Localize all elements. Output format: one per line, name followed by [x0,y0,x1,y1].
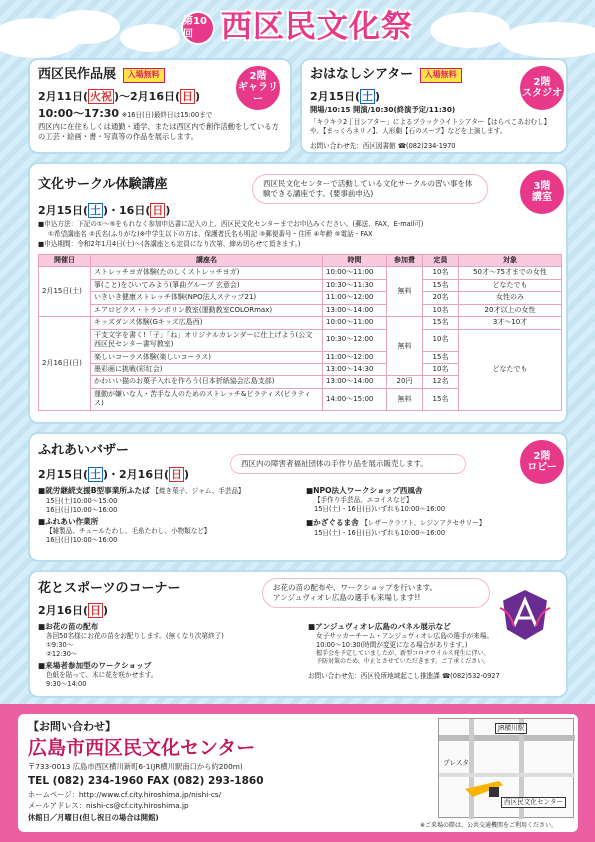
address: 〒733-0013 広島市西区横川新町6-1(JR横川駅南口から約200m) [28,762,243,771]
flowers-list-right: ■アンジュヴィオレ広島のパネル展示など 女子サッカーチーム・アンジュヴィオレ広島の選手が来場。 10:00〜10:30(時間が変更になる場合があります。) 握手会を予定していましたが、新型コロナウイルス発生に伴い、 予防対策のため、中止とさせていただきます。ご了承ください。 お問い合わせ先：西区役所地域起こし推進課 ☎(082)532-0927 [308,622,564,681]
art-exhibit-dates: 2月11日( 火祝 )〜2月16日( 日 ) [38,90,201,103]
flowers-bubble: お花の苗の配布や、ワークショップを行います。 アンジュヴィオレ広島の選手も来場します!! [262,578,490,608]
column-header: 時間 [323,255,387,267]
map-center-label: 西区民文化センター [501,797,566,808]
map-station-label: JR横川駅 [495,723,527,734]
table-row: 運動が嫌いな人・苦手な人のためのストレッチ&ピラティス(ピラティス) 14:00〜15:00 無料 15名 [39,388,562,410]
table-row: 干支文字を書く!「子」「ね」オリジナルカレンダーに仕上げよう(公文西区民センター書写教室) 10:30〜12:00 10名 どなたでも [39,329,562,351]
fee-cell: 無料 [387,267,423,317]
team-emblem-icon [496,586,554,644]
column-header: 対象 [459,255,562,267]
free-admission-badge: 入場無料 [420,68,462,83]
circle-note-period: ■申込期間：令和2年1月4日(土)〜(各講座とも定員になり次第、締め切らせて頂きます。) [38,240,301,248]
bazaar-dates: 2月15日( 土 )・2月16日( 日 ) [38,468,190,481]
title-block [156,6,438,50]
flowers-list-left [38,622,298,689]
list-item: ■お花の苗の配布 各回50名様にお花の苗をお配りします。(無くなり次第終了) ①9:30〜 ②12:30〜 [38,622,224,659]
floor-badge-gallery: 2階 ギャラリー [234,64,282,112]
flowers-panel [28,570,568,698]
art-exhibit-desc: 西区内に在住もしくは通勤・通学、または西区内で創作活動をしている方の工芸・絵画・書・写真等の作品を展示します。 [38,122,279,141]
table-row: 墨彩画に挑戦(彩紅会) 13:00〜14:30 10名 [39,363,562,375]
table-row: 箏(こと)をひいてみよう(箏曲グループ 玄意会) 10:30〜11:30 15名 どなたでも [39,279,562,291]
inquiry-label: 【お問い合わせ】 [28,720,116,733]
table-row: かわいい猫のお菓子入れを作ろう(日本折紙協会広島支部) 13:00〜14:00 20円 12名 [39,376,562,388]
circle-panel [28,162,568,424]
bazaar-title: ふれあいバザー [38,443,130,458]
table-row: 2月16日(日) キッズダンス体験(Gキッズ広島西) 10:00〜11:00 無料 15名 3才〜10才 [39,317,562,329]
circle-dates: 2月15日( 土 )・16日( 日 ) [38,204,171,217]
target-cell: どなたでも [459,329,562,410]
date-cell: 2月15日(土) [39,267,91,317]
org-name: 広島市西区民文化センター [28,737,256,759]
list-item: ■NPO法人ワークショップ西風舎 【手作り手芸品、エコイスなど】 15日(土)・16日(日)いずれも10:00〜16:00 [306,486,446,514]
access-note: ※ご来場の際は、公共交通機関をご利用ください。 [420,822,558,829]
story-theater-title: おはなしシアター [310,67,414,82]
flowers-date: 2月16日( 日 ) [38,604,109,617]
floor-badge-studio: 2階 スタジオ [518,64,566,112]
bazaar-bubble: 西区内の障害者福祉団体の手作り品を展示販売します。 [230,454,466,474]
page-header [0,0,595,58]
table-row: いきいき健康ストレッチ体験(NPO法人ステップ21) 11:00〜12:00 20名 女性のみ [39,292,562,304]
circle-title: 文化サークル体験講座 [38,177,168,192]
circle-bubble: 西区民文化センターで活動している文化サークルの習い事を体験できる講座です。(要事前申込) [252,174,488,204]
list-item: ■来場者参加型のワークショップ 色紙を貼って、木に花を咲かせます。 9:30〜14:00 [38,660,158,689]
list-item: ■かざぐるま舎 【レザークラフト、レジンアクセサリー】 15日(土)・16日(日)いずれも10:00〜16:00 [306,518,486,537]
story-theater-time: 開場/10:15 開演/10:30(終演予定/11:30) [310,105,456,114]
free-admission-badge: 入場無料 [123,68,165,83]
contact-box [18,714,578,832]
closed-days: 休館日／月曜日(但し祝日の場合は開館) [28,813,159,822]
footer [0,704,595,842]
flowers-title: 花とスポーツのコーナー [38,581,181,596]
edition-badge: 第10回 [181,11,215,45]
story-theater-date: 2月15日( 土 ) [310,90,381,103]
column-header: 参加費 [387,255,423,267]
bazaar-list-right [306,486,562,538]
circle-note-fields: ①希望講座名 ②氏名(ふりがな)※中学生以下の方は、保護者氏名も明記 ③郵便番号・住所 ④年齢 ⑤電話・FAX [48,230,373,238]
list-item: ■ふれあい作業所 【雑製品、チュールたわし、毛糸たわし、小物類など】 16日(日)10:00〜16:00 [38,516,211,544]
page-title: 西区民文化祭 [221,9,413,46]
column-header: 定員 [423,255,459,267]
art-exhibit-title: 西区民作品展 [38,67,117,82]
column-header: 講座名 [91,255,323,267]
schedule-table [38,254,562,411]
column-header: 開催日 [39,255,91,267]
email-link[interactable]: メールアドレス：nishi-cs@cf.city.hiroshima.jp [28,801,189,810]
art-exhibit-time: 10:00〜17:30 ※16日(日)最終日は15:00まで [38,107,213,120]
bazaar-panel [28,432,568,562]
list-item: ■就労継続支援B型事業所ふたば 【焼き菓子、ジャム、手芸品】 15日(土)10:00〜15:00 16日(日)10:00〜16:00 [38,486,245,514]
table-row: 楽しいコーラス体験(楽しいコーラス) 11:00〜12:00 15名 [39,351,562,363]
fee-cell: 無料 [387,317,423,376]
floor-badge-lobby: 2階 ロビー [518,438,566,486]
story-theater-desc: 「キラキラ2丁目シアター」によるブラックライトシアター【はらぺこあおむし】や、【まっくろネリノ】、人形劇【石のスープ】などを上演します。 [310,118,551,135]
tel-fax: TEL (082) 234-1960 FAX (082) 293-1860 [28,775,264,787]
table-header-row [39,255,562,267]
circle-note-method: ■申込方法：下記の①〜⑤をもれなく参加申込書に記入の上、西区民文化センターまでお申込みください。(郵送、FAX、E-mail可) [38,220,424,228]
circle-schedule [38,254,562,411]
table-row: 2月15日(土) ストレッチヨガ体験(たのしくストレッチヨガ) 10:00〜11:00 無料 10名 50才〜75才までの女性 [39,267,562,279]
homepage-link[interactable]: ホームページ：http://www.cf.city.hiroshima.jp/nishi-cs/ [28,790,222,799]
table-row: エアロビクス・トランポリン教室(運動教室COLORmax) 13:00〜14:00 10名 20才以上の女性 [39,304,562,316]
date-cell: 2月16日(日) [39,317,91,411]
map-presso-label: プレスタ [443,759,469,767]
floor-badge-lecture: 3階 講室 [518,168,566,216]
flowers-contact: お問い合わせ先：西区役所地域起こし推進課 ☎(082)532-0927 [308,672,500,681]
story-theater-contact: お問い合わせ先：西区図書館 ☎(082)234-1970 [310,142,456,150]
access-map [438,718,574,818]
bazaar-list-left [38,486,288,545]
